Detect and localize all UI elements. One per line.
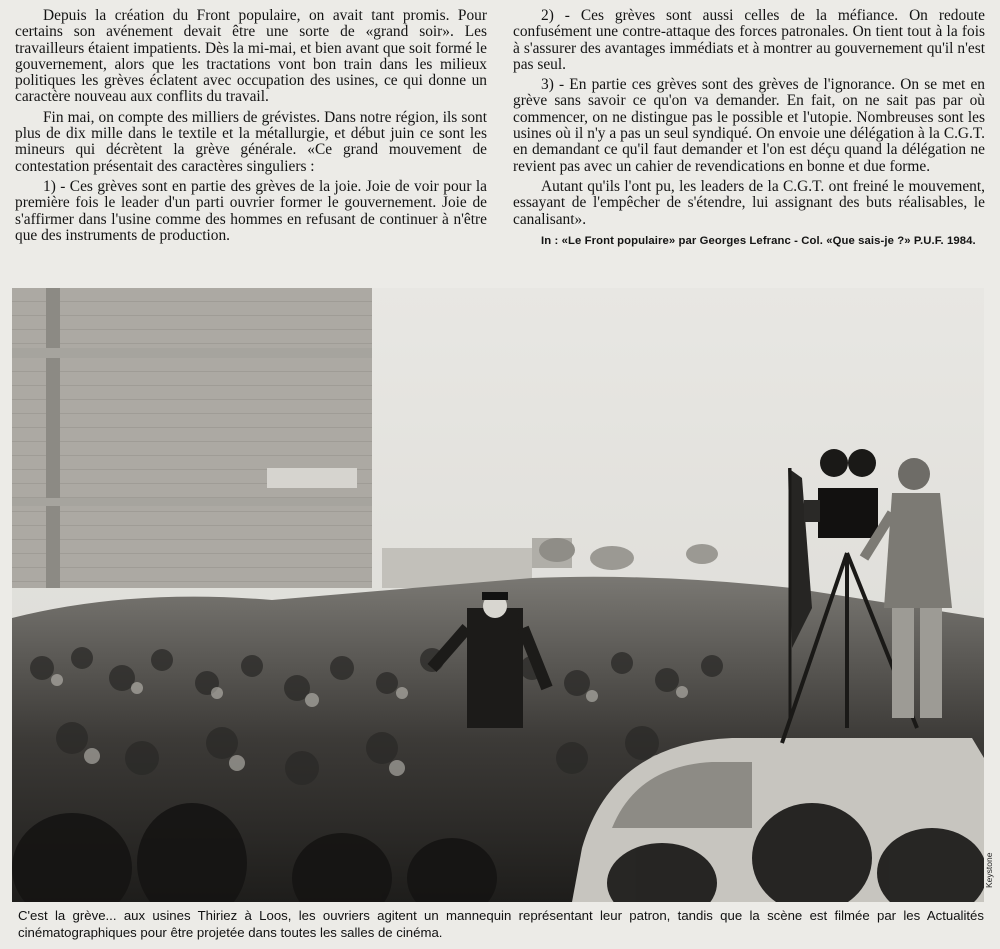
source-citation: In : «Le Front populaire» par Georges Lefranc - Col. «Que sais-je ?» P.U.F. 1984. [541, 234, 976, 247]
paragraph-point-2: 2) - Ces grèves sont aussi celles de la méfiance. On redoute confusément une contre-attaque des forces patronales. On tient tout à la fois à s'assurer des avantages immédiats et à montrer au gouvernement qu'il n'est pas seul. [513, 7, 985, 73]
paragraph-point-1: 1) - Ces grèves sont en partie des grèves de la joie. Joie de voir pour la première fois le leader d'un parti ouvrier former le gouvernement. Joie de s'affirmer dans l'usine comme des hommes en refusant de continuer à n'être que des instruments de production. [15, 177, 487, 244]
article-text [15, 8, 985, 278]
strike-photo-illustration [12, 288, 984, 902]
strike-photo [12, 288, 984, 902]
photo-credit: Keystone [984, 852, 994, 888]
paragraph-strikers: Fin mai, on compte des milliers de grévistes. Dans notre région, ils sont plus de dix mille dans le textile et la métallurgie, et début juin ce sont les mineurs qui décrètent la grève générale. «Ce grand mouvement de contestation présentait des caractères singuliers : [15, 108, 487, 175]
paragraph-intro: Depuis la création du Front populaire, on avait tant promis. Pour certains son avénement devait être une sorte de «grand soir». Les travailleurs étaient impatients. Dès la mi-mai, et bien avant que soit formé le gouvernement, alors que les tractations vont bon train dans les milieux politiques les grèves éclatent avec occupation des usines, ce qui donne un caractère nouveau aux conflits du travail. [15, 7, 487, 106]
left-column [15, 8, 487, 248]
right-column [513, 8, 985, 248]
paragraph-conclusion: Autant qu'ils l'ont pu, les leaders de la C.G.T. ont freiné le mouvement, essayant de l'empêcher de s'étendre, lui assignant des buts réalisables, le canalisant». [513, 177, 985, 228]
photo-caption: C'est la grève... aux usines Thiriez à Loos, les ouvriers agitent un mannequin représentant leur patron, tandis que la scène est filmée par les Actualités cinématographiques pour être projetée dans toutes les salles de cinéma. [18, 908, 984, 940]
paragraph-point-3: 3) - En partie ces grèves sont des grèves de l'ignorance. On se met en grève sans savoir ce qu'on va demander. En fait, on ne sait pas par où commencer, on ne distingue pas le possible et l'utopie. Nombreuses sont les usines où il n'y a pas un seul syndiqué. On envoie une délégation à la C.G.T. en demandant ce qu'il faut demander et l'on est déçu quand la délégation ne revient pas avec un cahier de revendications en bonne et due forme. [513, 76, 985, 175]
